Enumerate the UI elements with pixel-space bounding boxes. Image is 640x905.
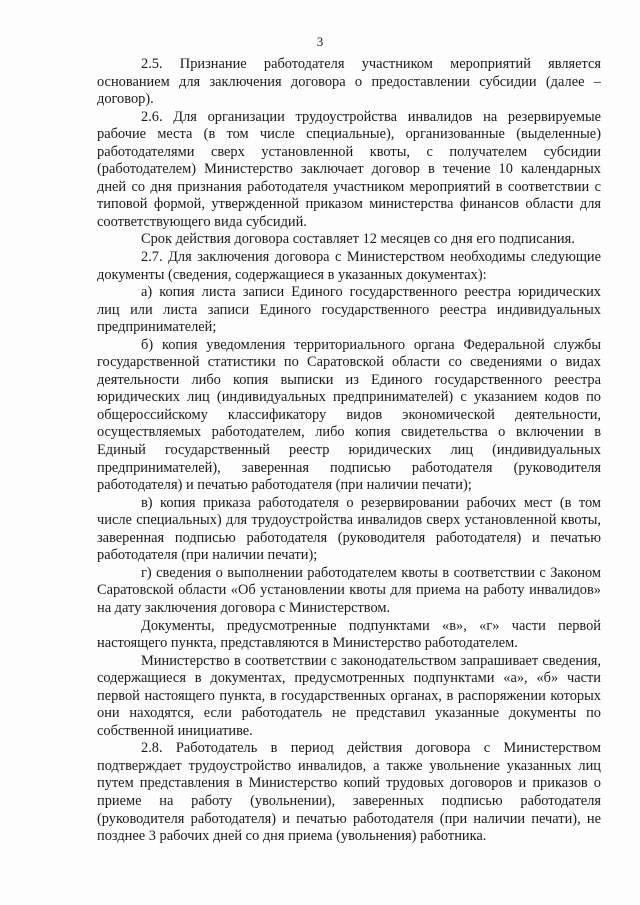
paragraph-2-8: 2.8. Работодатель в период действия договора с Министерством подтверждает трудоустройство инвалидов, а также увольнение указанных лиц путем представления в Министерство копий трудовых договоров и приказов о приеме на работу (увольнении), заверенных подписью работодателя (руководителя работодателя) и печатью работодателя (при наличии печати), не позднее 3 рабочих дней со дня приема (увольнения) работника.: [97, 740, 601, 845]
document-body: [97, 56, 601, 846]
page-number: 3: [316, 34, 324, 49]
paragraph-contract-term: Срок действия договора составляет 12 месяцев со дня его подписания.: [141, 231, 575, 248]
subitem-g: г) сведения о выполнении работодателем квоты в соответствии с Законом Саратовской области «Об установлении квоты для приема на работу инвалидов» на дату заключения договора с Министерством.: [97, 564, 601, 616]
paragraph-2-6: 2.6. Для организации трудоустройства инвалидов на резервируемые рабочие места (в том числе специальные), организованные (выделенные) работодателями сверх установленной квоты, с получателем субсидии (работодателем) Министерство заключает договор в течение 10 календарных дней со дня признания работодателя участником мероприятий в соответствии с типовой формой, утвержденной приказом министерства финансов области для соответствующего вида субсидий.: [97, 108, 601, 230]
paragraph-ministry-requests: Министерство в соответствии с законодательством запрашивает сведения, содержащиеся в документах, предусмотренных подпунктами «а», «б» части первой настоящего пункта, в государственных органах, в распоряжении которых они находятся, если работодатель не представил указанные документы по собственной инициативе.: [97, 652, 601, 739]
subitem-v: в) копия приказа работодателя о резервировании рабочих мест (в том числе специальных) для трудоустройства инвалидов сверх установленной квоты, заверенная подписью работодателя (руководителя работодателя) и печатью работодателя (при наличии печати);: [97, 494, 601, 564]
paragraph-documents-submitted: Документы, предусмотренные подпунктами «в», «г» части первой настоящего пункта, представляются в Министерство работодателем.: [97, 617, 601, 652]
paragraph-2-7: 2.7. Для заключения договора с Министерством необходимы следующие документы (сведения, содержащиеся в указанных документах):: [97, 249, 601, 283]
subitem-a: а) копия листа записи Единого государственного реестра юридических лиц или листа записи Единого государственного реестра индивидуальных предпринимателей;: [97, 284, 601, 336]
paragraph-2-5: 2.5. Признание работодателя участником мероприятий является основанием для заключения договора о предоставлении субсидии (далее – договор).: [97, 56, 601, 108]
subitem-b: б) копия уведомления территориального органа Федеральной службы государственной статистики по Саратовской области со сведениями о видах деятельности либо копия выписки из Единого государственного реестра юридических лиц (индивидуальных предпринимателей) с указанием кодов по общероссийскому классификатору видов экономической деятельности, осуществляемых работодателем, либо копия свидетельства о включении в Единый государственный реестр юридических лиц (индивидуальных предпринимателей), заверенная подписью работодателя (руководителя работодателя) и печатью работодателя (при наличии печати);: [97, 336, 601, 494]
